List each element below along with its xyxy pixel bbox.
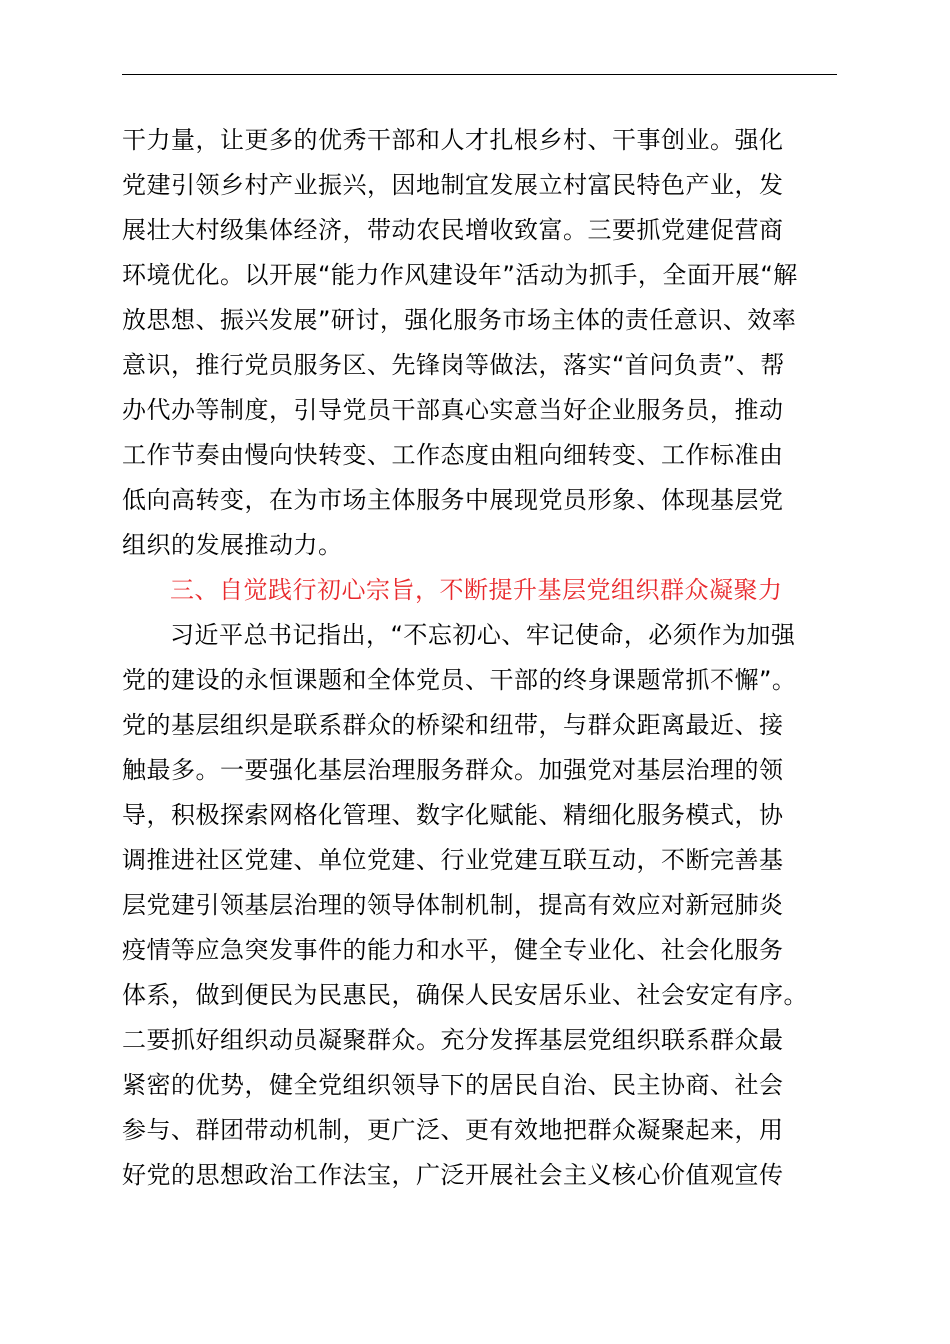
header-rule <box>122 74 837 75</box>
text-line: 导，积极探索网格化管理、数字化赋能、精细化服务模式，协 <box>122 801 784 829</box>
text-line: 展壮大村级集体经济，带动农民增收致富。三要抓党建促营商 <box>122 216 784 244</box>
text-line: 体系，做到便民为民惠民，确保人民安居乐业、社会安定有序。 <box>122 981 808 1009</box>
text-line: 党的建设的永恒课题和全体党员、干部的终身课题常抓不懈”。 <box>122 666 797 694</box>
text-line: 疫情等应急突发事件的能力和水平，健全专业化、社会化服务 <box>122 936 784 964</box>
text-line: 放思想、振兴发展”研讨，强化服务市场主体的责任意识、效率 <box>122 306 797 334</box>
text-line: 紧密的优势，健全党组织领导下的居民自治、民主协商、社会 <box>122 1071 784 1099</box>
text-line: 调推进社区党建、单位党建、行业党建互联互动，不断完善基 <box>122 846 784 874</box>
text-line: 党的基层组织是联系群众的桥梁和纽带，与群众距离最近、接 <box>122 711 784 739</box>
text-line: 习近平总书记指出，“不忘初心、牢记使命，必须作为加强 <box>170 621 796 649</box>
text-line: 低向高转变，在为市场主体服务中展现党员形象、体现基层党 <box>122 486 784 514</box>
text-line: 工作节奏由慢向快转变、工作态度由粗向细转变、工作标准由 <box>122 441 784 469</box>
text-line: 意识，推行党员服务区、先锋岗等做法，落实“首问负责”、帮 <box>122 351 785 379</box>
text-line: 参与、群团带动机制，更广泛、更有效地把群众凝聚起来，用 <box>122 1116 784 1144</box>
text-line: 层党建引领基层治理的领导体制机制，提高有效应对新冠肺炎 <box>122 891 784 919</box>
text-line: 触最多。一要强化基层治理服务群众。加强党对基层治理的领 <box>122 756 784 784</box>
document-body <box>122 118 842 1198</box>
text-line: 环境优化。以开展“能力作风建设年”活动为抓手，全面开展“解 <box>122 261 798 289</box>
paragraph-1 <box>122 118 842 568</box>
text-line: 干力量，让更多的优秀干部和人才扎根乡村、干事创业。强化 <box>122 126 784 154</box>
section-heading: 三、自觉践行初心宗旨，不断提升基层党组织群众凝聚力 <box>170 576 783 604</box>
text-line: 组织的发展推动力。 <box>122 531 343 559</box>
text-line: 办代办等制度，引导党员干部真心实意当好企业服务员，推动 <box>122 396 784 424</box>
paragraph-2 <box>122 613 842 1198</box>
text-line: 二要抓好组织动员凝聚群众。充分发挥基层党组织联系群众最 <box>122 1026 784 1054</box>
text-line: 好党的思想政治工作法宝，广泛开展社会主义核心价值观宣传 <box>122 1161 784 1189</box>
text-line: 党建引领乡村产业振兴，因地制宜发展立村富民特色产业，发 <box>122 171 784 199</box>
